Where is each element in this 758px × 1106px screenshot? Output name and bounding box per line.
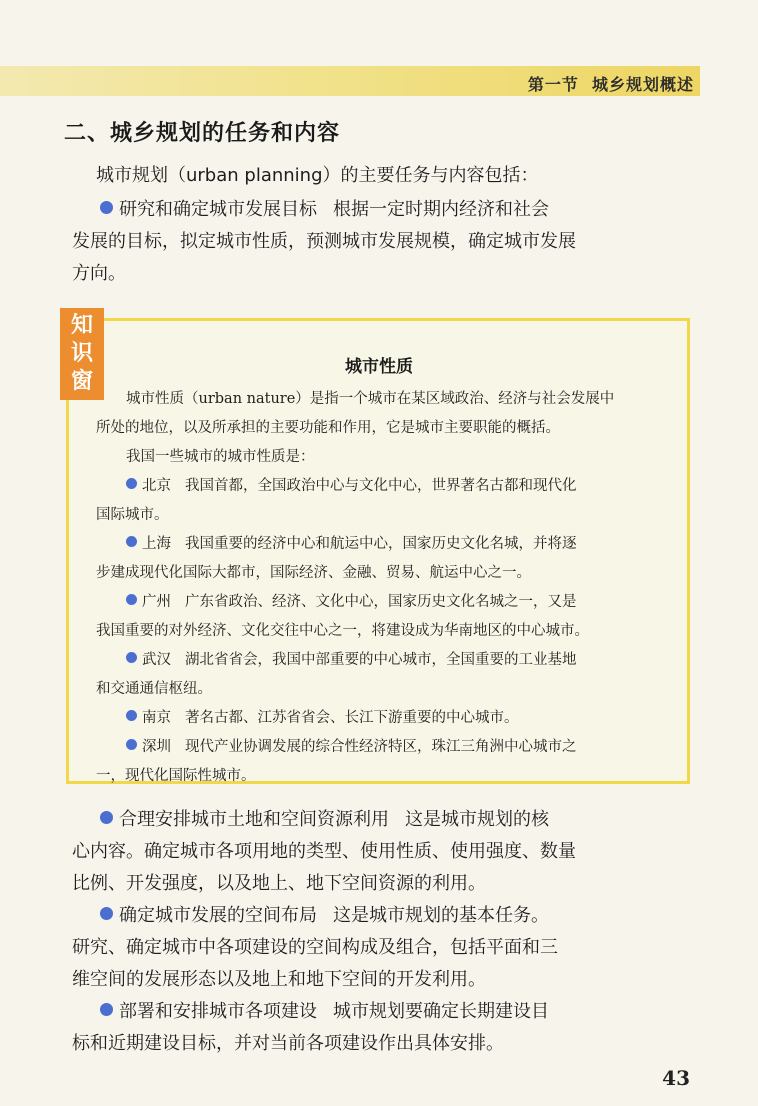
task-text: 这是城市规划的核 xyxy=(405,809,549,830)
task-line: 标和近期建设目标，并对当前各项建设作出具体安排。 xyxy=(72,1033,504,1054)
intro-text: 城市规划（urban planning）的主要任务与内容包括： xyxy=(96,165,539,186)
city-description-cont: 和交通通信枢纽。 xyxy=(96,681,212,697)
examples-intro: 我国一些城市的城市性质是： xyxy=(126,449,315,465)
definition-line: 所处的地位，以及所承担的主要功能和作用，它是城市主要职能的概括。 xyxy=(96,420,560,436)
task-lead: 部署和安排城市各项建设 xyxy=(119,1001,317,1022)
bullet-icon xyxy=(100,907,113,920)
task-paragraph xyxy=(72,804,692,900)
task-text: 这是城市规划的基本任务。 xyxy=(333,905,549,926)
task-lead: 研究和确定城市发展目标 xyxy=(119,199,317,220)
task-lead: 合理安排城市土地和空间资源利用 xyxy=(119,809,389,830)
bullet-icon xyxy=(126,536,137,547)
city-description-cont: 一，现代化国际性城市。 xyxy=(96,768,256,784)
page-number: 43 xyxy=(662,1066,690,1090)
task-text: 城市规划要确定长期建设目 xyxy=(333,1001,549,1022)
city-description: 著名古都、江苏省省会、长江下游重要的中心城市。 xyxy=(185,710,519,726)
bullet-icon xyxy=(126,652,137,663)
city-name: 深圳 xyxy=(142,739,171,755)
task-paragraph xyxy=(72,194,692,290)
bullet-icon xyxy=(126,478,137,489)
tab-char: 识 xyxy=(70,341,93,366)
definition-paragraph xyxy=(96,385,686,472)
task-first-line xyxy=(72,194,692,226)
city-entry xyxy=(96,646,686,704)
bullet-icon xyxy=(126,710,137,721)
task-line: 比例、开发强度，以及地上、地下空间资源的利用。 xyxy=(72,873,486,894)
city-entry xyxy=(96,530,686,588)
task-paragraph xyxy=(72,900,692,996)
task-line: 研究、确定城市中各项建设的空间构成及组合，包括平面和三 xyxy=(72,937,558,958)
city-description: 我国重要的经济中心和航运中心，国家历史文化名城，并将逐 xyxy=(185,536,577,552)
city-description-cont: 我国重要的对外经济、文化交往中心之一，将建设成为华南地区的中心城市。 xyxy=(96,623,589,639)
task-paragraph xyxy=(72,996,692,1060)
tab-char: 知 xyxy=(70,313,93,338)
bullet-icon xyxy=(100,811,113,824)
task-lead: 确定城市发展的空间布局 xyxy=(119,905,317,926)
city-description: 我国首都，全国政治中心与文化中心，世界著名古都和现代化 xyxy=(185,478,577,494)
bullet-icon xyxy=(126,739,137,750)
running-header: 第一节 城乡规划概述 xyxy=(527,75,694,94)
city-entry xyxy=(96,472,686,530)
task-line: 发展的目标，拟定城市性质，预测城市发展规模，确定城市发展 xyxy=(72,231,576,252)
section-heading: 二、城乡规划的任务和内容 xyxy=(64,121,341,146)
city-name: 南京 xyxy=(142,710,171,726)
city-description: 广东省政治、经济、文化中心，国家历史文化名城之一，又是 xyxy=(185,594,577,610)
task-line: 方向。 xyxy=(72,263,126,284)
knowledge-window-title: 城市性质 xyxy=(345,357,413,377)
city-entry xyxy=(96,588,686,646)
intro-paragraph xyxy=(96,160,696,192)
bullet-icon xyxy=(100,201,113,214)
city-name: 北京 xyxy=(142,478,171,494)
definition-line: 城市性质（urban nature）是指一个城市在某区域政治、经济与社会发展中 xyxy=(126,391,615,407)
city-description: 湖北省省会，我国中部重要的中心城市，全国重要的工业基地 xyxy=(185,652,577,668)
city-name: 广州 xyxy=(142,594,171,610)
tab-char: 窗 xyxy=(70,369,93,394)
city-description-cont: 步建成现代化国际大都市，国际经济、金融、贸易、航运中心之一。 xyxy=(96,565,531,581)
city-name: 上海 xyxy=(142,536,171,552)
city-entry xyxy=(96,704,686,733)
city-entry xyxy=(96,733,686,791)
task-line: 心内容。确定城市各项用地的类型、使用性质、使用强度、数量 xyxy=(72,841,576,862)
bullet-icon xyxy=(100,1003,113,1016)
city-list xyxy=(96,472,686,791)
city-description-cont: 国际城市。 xyxy=(96,507,169,523)
task-line: 维空间的发展形态以及地上和地下空间的开发利用。 xyxy=(72,969,486,990)
task-text: 根据一定时期内经济和社会 xyxy=(333,199,549,220)
city-name: 武汉 xyxy=(142,652,171,668)
bullet-icon xyxy=(126,594,137,605)
city-description: 现代产业协调发展的综合性经济特区，珠江三角洲中心城市之 xyxy=(185,739,577,755)
